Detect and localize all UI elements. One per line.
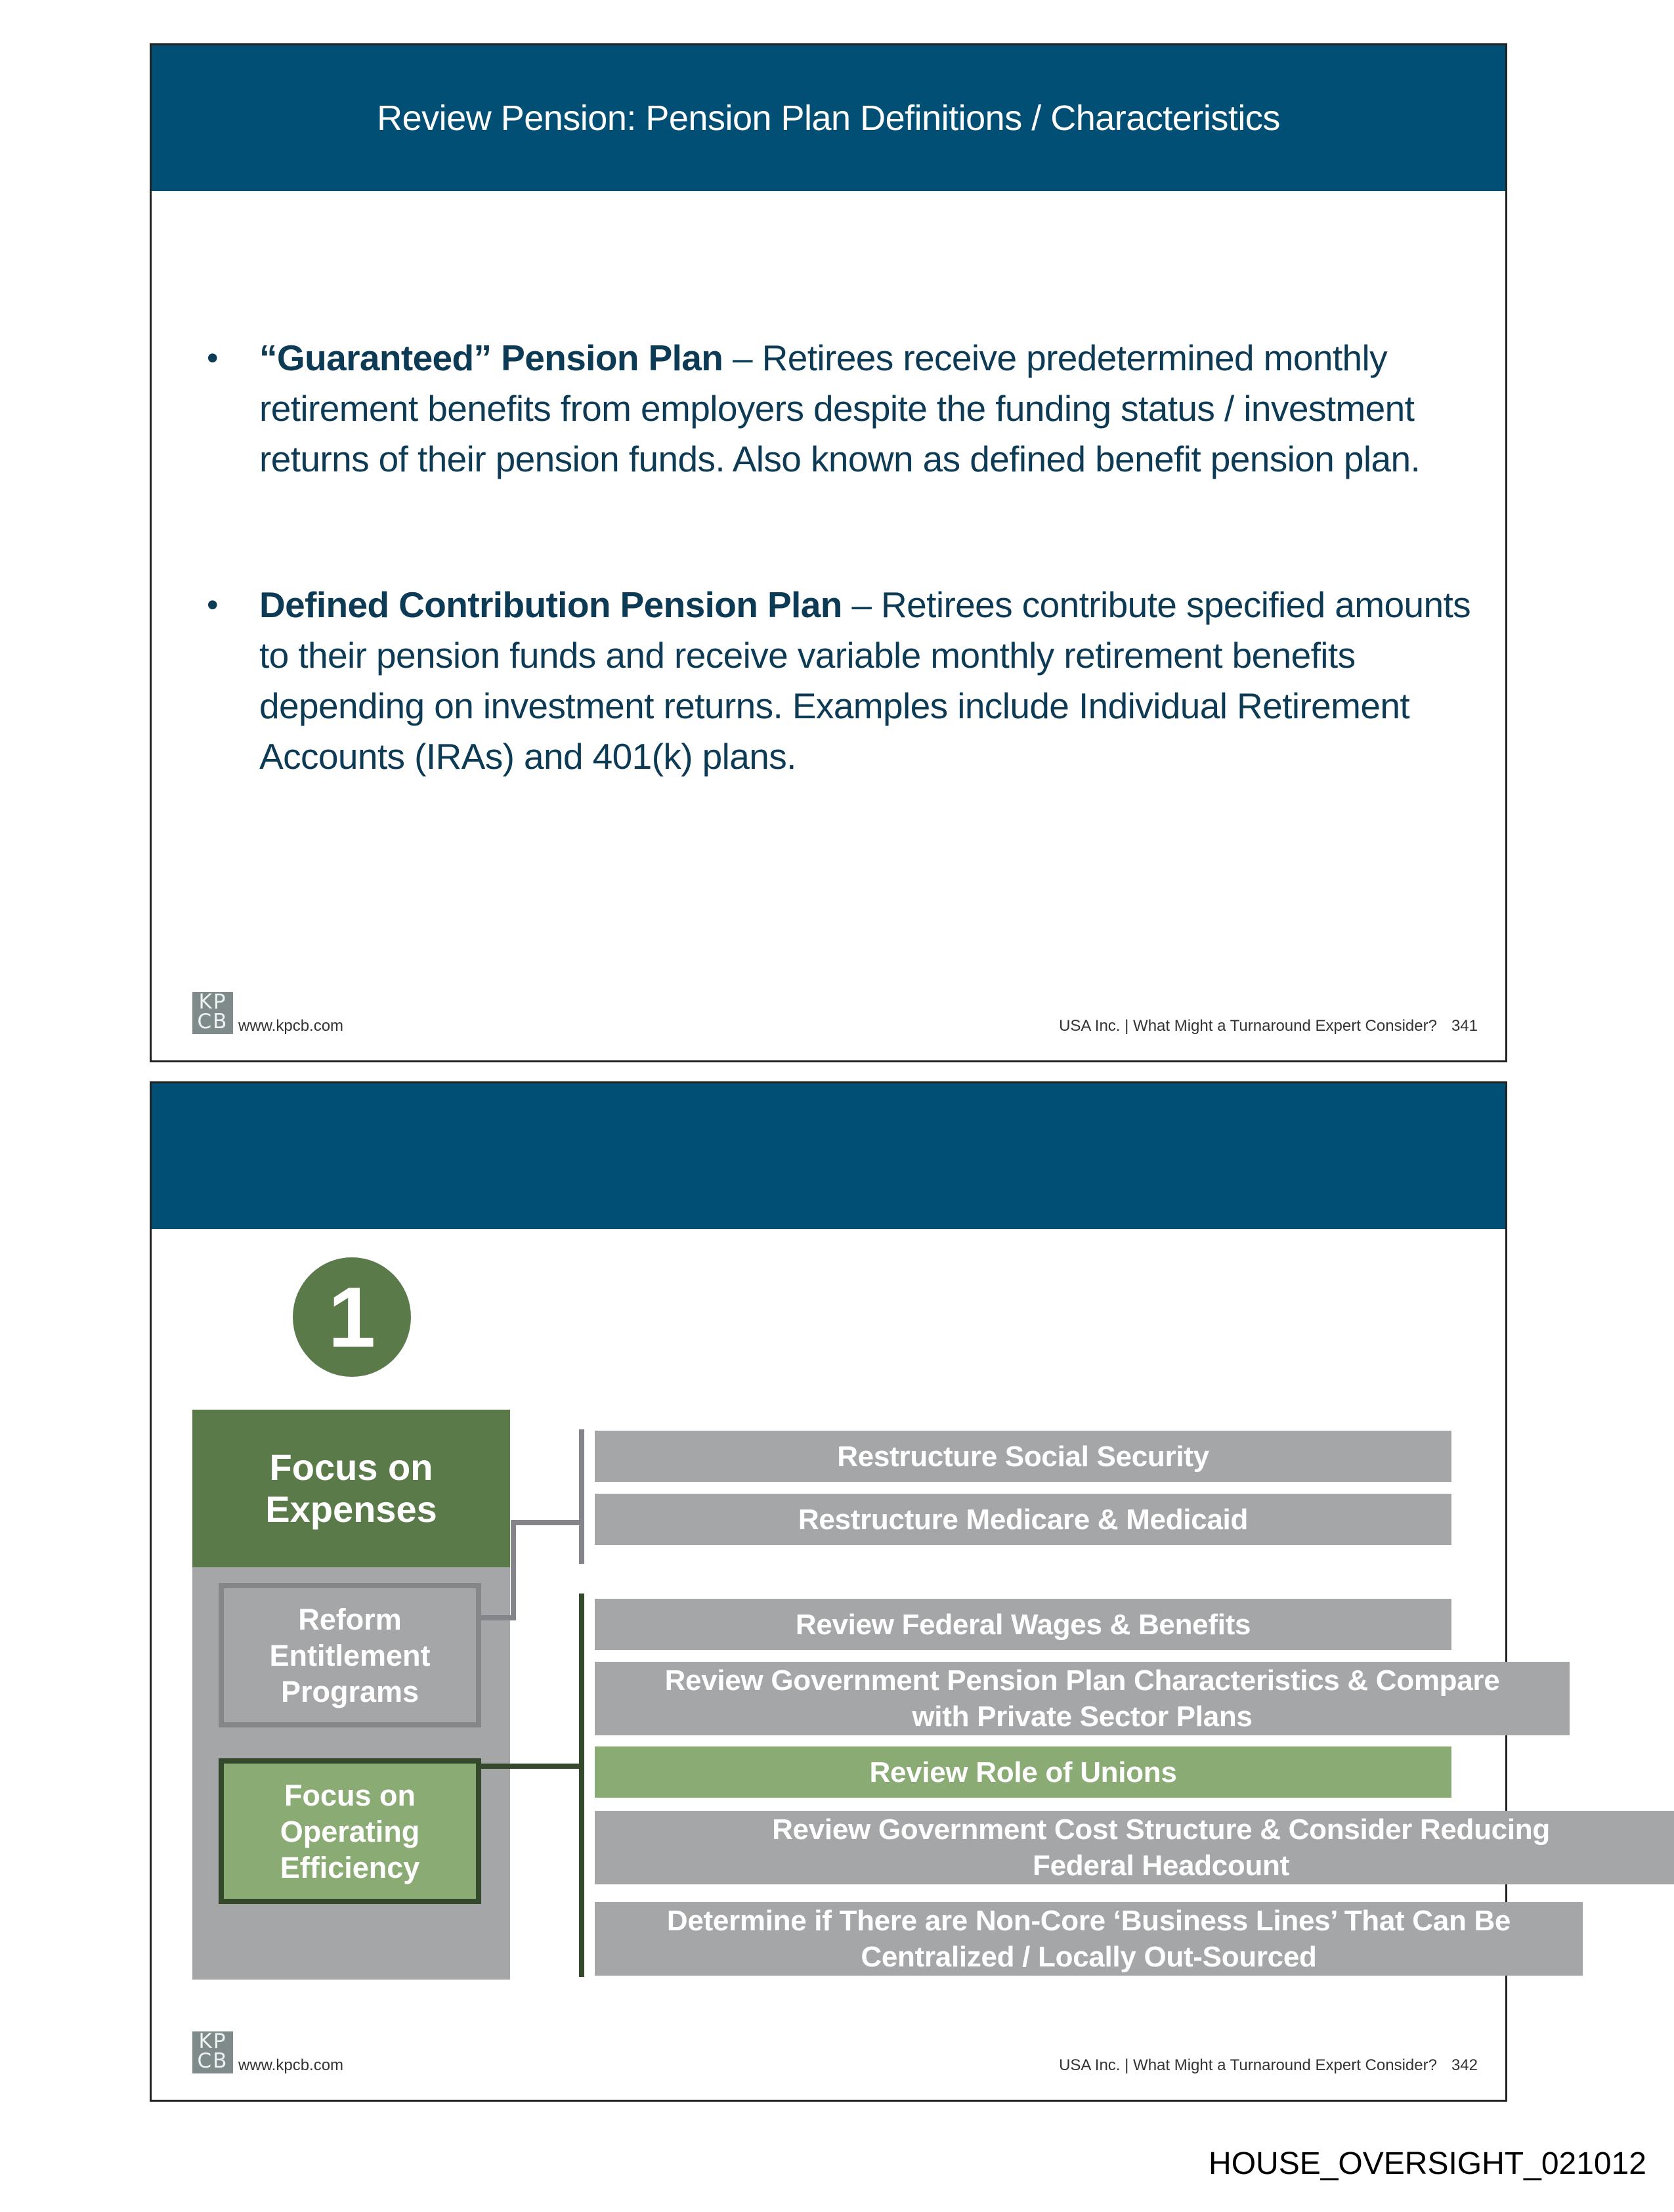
- action-review-pension-plans[interactable]: Review Government Pension Plan Characteristics & Compare with Private Sector Plans: [595, 1662, 1570, 1735]
- expenses-panel: [192, 1410, 510, 1980]
- logo-text-top: KP: [198, 990, 227, 1014]
- logo-text-bottom: CB: [197, 1010, 228, 1033]
- connector-bracket: [579, 1594, 584, 1977]
- page-number: 341: [1451, 1017, 1478, 1035]
- logo-text-bottom: CB: [197, 2049, 228, 2073]
- action-restructure-social-security[interactable]: Restructure Social Security: [595, 1431, 1451, 1482]
- bullet-icon: •: [207, 586, 218, 623]
- definition-term: “Guaranteed” Pension Plan: [259, 337, 723, 378]
- definition-item: [205, 580, 1486, 782]
- step-number-badge: 1: [293, 1257, 411, 1377]
- kpcb-logo: [192, 2031, 233, 2073]
- kpcb-logo: [192, 992, 233, 1034]
- slide-title: Review Pension: Pension Plan Definitions / Characteristics: [377, 98, 1280, 138]
- slide-header: [152, 1083, 1505, 1229]
- deck-caption: USA Inc. | What Might a Turnaround Expert Consider?: [1059, 1017, 1437, 1035]
- website-link[interactable]: www.kpcb.com: [238, 2056, 344, 2074]
- connector-line: [511, 1520, 583, 1525]
- page-number: 342: [1451, 2056, 1478, 2074]
- bates-number: HOUSE_OVERSIGHT_021012: [1209, 2146, 1646, 2181]
- panel-heading: Focus on Expenses: [192, 1410, 510, 1567]
- definitions-list: [205, 333, 1486, 782]
- action-review-cost-structure[interactable]: Review Government Cost Structure & Consider Reducing Federal Headcount: [595, 1811, 1674, 1884]
- slide-footer: [192, 992, 1478, 1035]
- definition-text: – Retirees receive predetermined monthly retirement benefits from employers despite the funding status / investment returns of their pension funds. Also known as defined benefit pension plan.: [259, 337, 1421, 479]
- definition-term: Defined Contribution Pension Plan: [259, 584, 842, 625]
- operating-efficiency-box[interactable]: Focus on Operating Efficiency: [219, 1758, 481, 1904]
- connector-line: [511, 1520, 516, 1620]
- action-review-federal-wages[interactable]: Review Federal Wages & Benefits: [595, 1599, 1451, 1650]
- logo-text-top: KP: [198, 2029, 227, 2053]
- bullet-icon: •: [207, 339, 218, 376]
- footer-caption: [1059, 2056, 1478, 2075]
- action-restructure-medicare-medicaid[interactable]: Restructure Medicare & Medicaid: [595, 1494, 1451, 1545]
- action-review-role-of-unions[interactable]: Review Role of Unions: [595, 1746, 1451, 1798]
- footer-caption: [1059, 1017, 1478, 1035]
- connector-line: [481, 1764, 583, 1769]
- definition-text: – Retirees contribute specified amounts to their pension funds and receive variable monthly retirement benefits depending on investment returns. Examples include Individual Retirement Accounts (IRAs) and 401(k) plans.: [259, 584, 1471, 777]
- reform-entitlement-box[interactable]: Reform Entitlement Programs: [219, 1583, 481, 1727]
- slide-footer: [192, 2031, 1478, 2075]
- action-non-core-business-lines[interactable]: Determine if There are Non-Core ‘Business Lines’ That Can Be Centralized / Locally Out-Sourced: [595, 1902, 1583, 1976]
- website-link[interactable]: www.kpcb.com: [238, 1017, 344, 1035]
- slide-header: [152, 45, 1505, 191]
- definition-item: [205, 333, 1486, 485]
- slide-341: [150, 43, 1507, 1062]
- slide-342: [150, 1081, 1550, 2102]
- deck-caption: USA Inc. | What Might a Turnaround Expert Consider?: [1059, 2056, 1437, 2074]
- connector-bracket: [579, 1429, 584, 1564]
